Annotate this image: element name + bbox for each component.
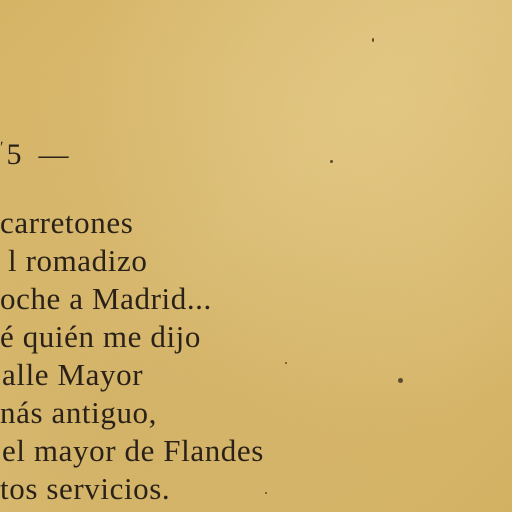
verse-line-1: carretones bbox=[0, 205, 134, 240]
ink-speck bbox=[285, 362, 287, 364]
verse-line-7: el mayor de Flandes bbox=[2, 433, 264, 468]
ink-speck bbox=[372, 38, 374, 42]
verse-line-5: alle Mayor bbox=[2, 357, 144, 392]
ink-speck bbox=[265, 492, 267, 494]
verse-line-2: l romadizo bbox=[8, 243, 148, 278]
verse-line-4: é quién me dijo bbox=[0, 319, 201, 354]
ink-speck bbox=[330, 160, 333, 163]
page-number-header: $^ʹ$5 — bbox=[0, 138, 70, 171]
verse-line-3: oche a Madrid... bbox=[0, 281, 212, 316]
header-dash: — bbox=[38, 138, 70, 171]
verse-line-8: tos servicios. bbox=[0, 471, 171, 506]
verse-line-6: nás antiguo, bbox=[0, 395, 158, 430]
ink-speck bbox=[398, 378, 403, 383]
page-number-fragment: 5 bbox=[6, 138, 23, 171]
